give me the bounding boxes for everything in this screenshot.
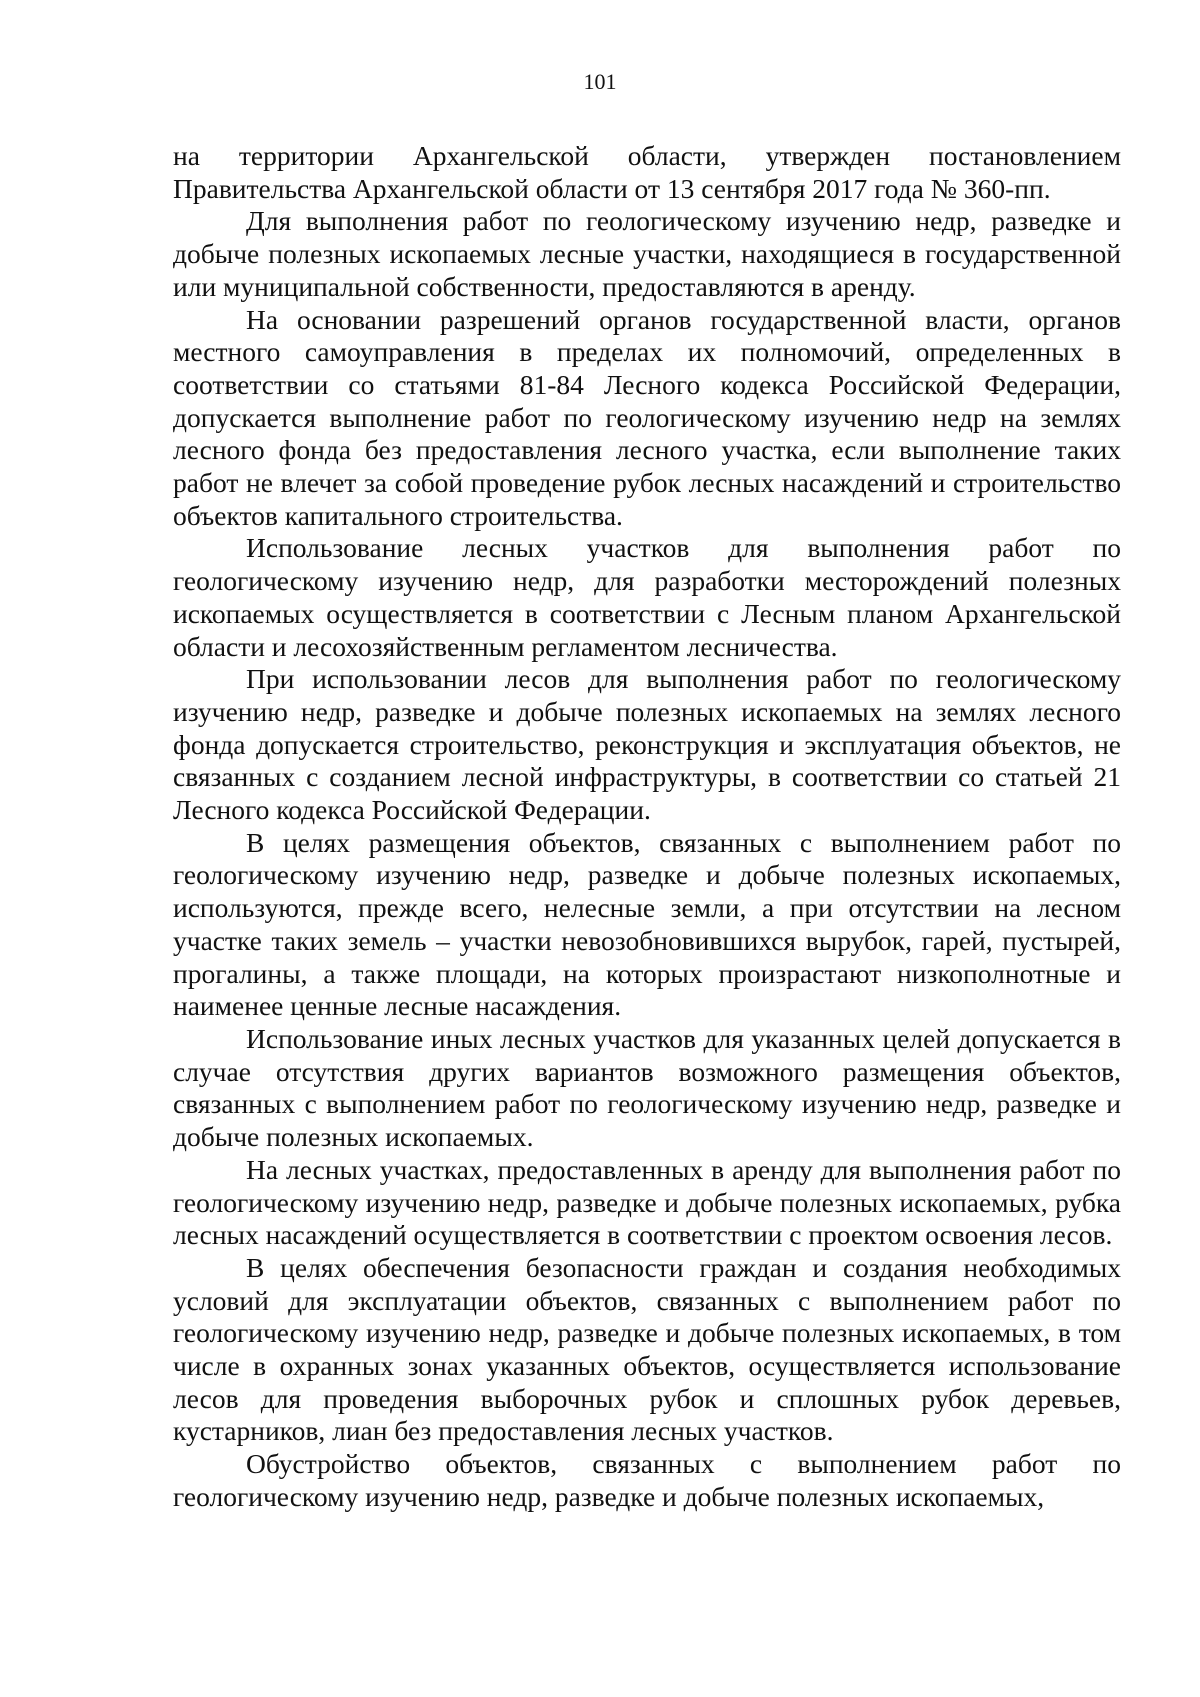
paragraph-continuation: на территории Архангельской области, утвержден постановлением Правительства Архангельской области от 13 сентября 2017 года № 360-пп. — [173, 140, 1121, 204]
paragraph-truncated: Обустройство объектов, связанных с выполнением работ по геологическому изучению недр, разведке и добыче полезных ископаемых, — [173, 1448, 1121, 1512]
paragraph: В целях размещения объектов, связанных с выполнением работ по геологическому изучению недр, разведке и добыче полезных ископаемых, используются, прежде всего, нелесные земли, а при отсутствии на лесном участке таких земель – участки невозобновившихся вырубок, гарей, пустырей, прогалины, а также площади, на которых произрастают низкополнотные и наименее ценные лесные насаждения. — [173, 826, 1121, 1022]
paragraph: Использование иных лесных участков для указанных целей допускается в случае отсутствия других вариантов возможного размещения объектов, связанных с выполнением работ по геологическому изучению недр, разведке и добыче полезных ископаемых. — [173, 1022, 1121, 1153]
paragraph: Для выполнения работ по геологическому изучению недр, разведке и добыче полезных ископаемых лесные участки, находящиеся в государственной или муниципальной собственности, предоставляются в аренду. — [173, 205, 1121, 302]
paragraph: Использование лесных участков для выполнения работ по геологическому изучению недр, для разработки месторождений полезных ископаемых осуществляется в соответствии с Лесным планом Архангельской области и лесохозяйственным регламентом лесничества. — [173, 532, 1121, 662]
paragraph: На основании разрешений органов государственной власти, органов местного самоуправления в пределах их полномочий, определенных в соответствии со статьями 81-84 Лесного кодекса Российской Федерации, допускается выполнение работ по геологическому изучению недр на землях лесного фонда без предоставления лесного участка, если выполнение таких работ не влечет за собой проведение рубок лесных насаждений и строительство объектов капитального строительства. — [173, 303, 1121, 531]
document-body — [173, 140, 1121, 1514]
paragraph: На лесных участках, предоставленных в аренду для выполнения работ по геологическому изучению недр, разведке и добыче полезных ископаемых, рубка лесных насаждений осуществляется в соответствии с проектом освоения лесов. — [173, 1153, 1121, 1251]
page-number: 101 — [583, 69, 617, 94]
paragraph: При использовании лесов для выполнения работ по геологическому изучению недр, разведке и добыче полезных ископаемых на землях лесного фонда допускается строительство, реконструкция и эксплуатация объектов, не связанных с созданием лесной инфраструктуры, в соответствии со статьей 21 Лесного кодекса Российской Федерации. — [173, 663, 1121, 826]
paragraph: В целях обеспечения безопасности граждан и создания необходимых условий для эксплуатации объектов, связанных с выполнением работ по геологическому изучению недр, разведке и добыче полезных ископаемых, в том числе в охранных зонах указанных объектов, осуществляется использование лесов для проведения выборочных рубок и сплошных рубок деревьев, кустарников, лиан без предоставления лесных участков. — [173, 1251, 1121, 1447]
